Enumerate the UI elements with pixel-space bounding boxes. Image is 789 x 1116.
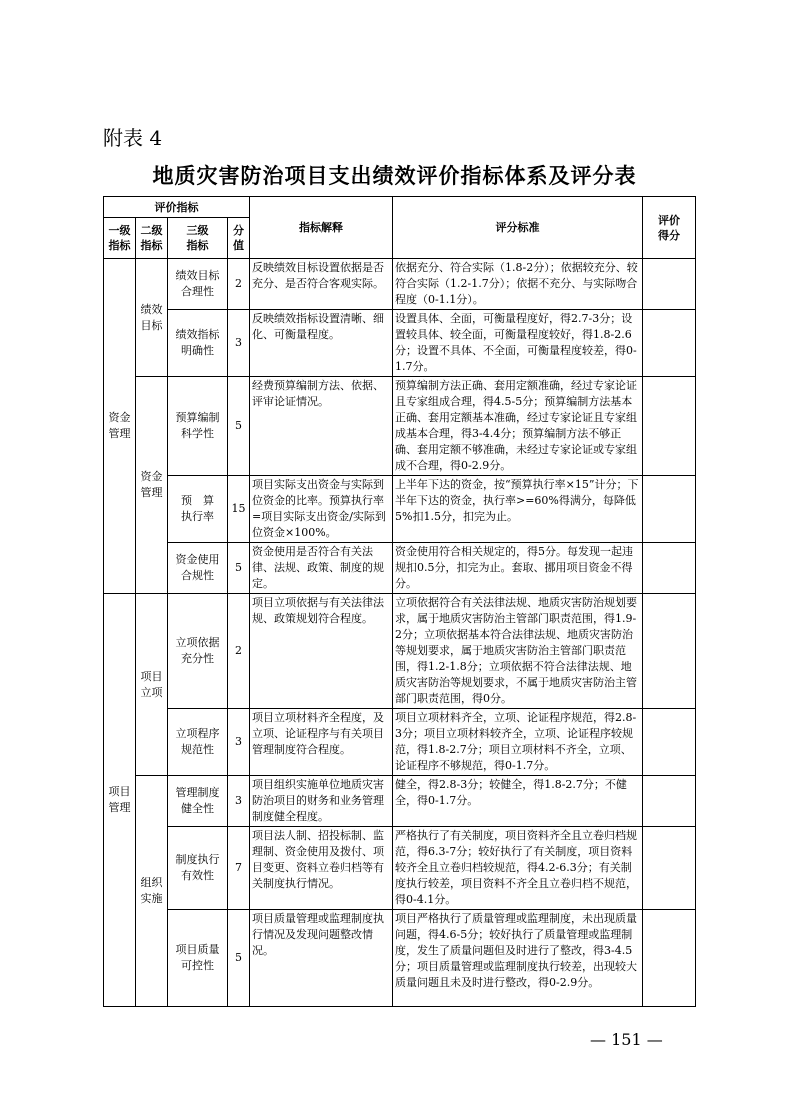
table-row: [104, 594, 696, 709]
eval-score-cell: [643, 594, 696, 709]
table-row: [104, 827, 696, 910]
score-cell: 3: [228, 310, 250, 377]
table-row: [104, 310, 696, 377]
header-row-1: [104, 197, 696, 218]
level3-cell: 资金使用 合规性: [168, 543, 228, 594]
header-eval-score: 评价 得分: [643, 197, 696, 259]
header-criteria: 评分标准: [393, 197, 643, 259]
header-level2: 二级 指标: [136, 218, 168, 259]
table-row: [104, 476, 696, 543]
header-explanation: 指标解释: [250, 197, 393, 259]
header-level1: 一级 指标: [104, 218, 136, 259]
table-row: [104, 259, 696, 310]
criteria-cell: 项目立项材料齐全，立项、论证程序规范，得2.8-3分；项目立项材料较齐全，立项、论证程序较规范，得1.8-2.7分；项目立项材料不齐全，立项、论证程序不够规范，得0-1.7分。: [393, 709, 643, 776]
level3-cell: 制度执行 有效性: [168, 827, 228, 910]
score-cell: 3: [228, 709, 250, 776]
eval-score-cell: [643, 310, 696, 377]
header-score-value: 分 值: [228, 218, 250, 259]
header-level3: 三级 指标: [168, 218, 228, 259]
table-row: [104, 776, 696, 827]
table-row: [104, 910, 696, 1007]
score-cell: 7: [228, 827, 250, 910]
level3-cell: 项目质量 可控性: [168, 910, 228, 1007]
level3-cell: 立项程序 规范性: [168, 709, 228, 776]
level1-cell: 资金 管理: [104, 259, 136, 594]
evaluation-table: [103, 196, 696, 1007]
header-eval-indicators: 评价指标: [104, 197, 250, 218]
level3-cell: 绩效指标 明确性: [168, 310, 228, 377]
criteria-cell: 立项依据符合有关法律法规、地质灾害防治规划要求，属于地质灾害防治主管部门职责范围，得1.9-2分；立项依据基本符合法律法规、地质灾害防治等规划要求，属于地质灾害防治主管部门职责范围，得1.2-1.8分；立项依据不符合法律法规、地质灾害防治等规划要求，不属于地质灾害防治主管部门职责范围，得0分。: [393, 594, 643, 709]
eval-score-cell: [643, 709, 696, 776]
criteria-cell: 健全，得2.8-3分；较健全，得1.8-2.7分；不健全，得0-1.7分。: [393, 776, 643, 827]
score-cell: 5: [228, 377, 250, 476]
criteria-cell: 严格执行了有关制度，项目资料齐全且立卷归档规范，得6.3-7分；较好执行了有关制度，项目资料较齐全且立卷归档较规范，得4.2-6.3分；有关制度执行较差，项目资料不齐全且立卷归档不规范，得0-4.1分。: [393, 827, 643, 910]
level3-cell: 立项依据 充分性: [168, 594, 228, 709]
table-row: [104, 543, 696, 594]
table-row: [104, 377, 696, 476]
level2-cell: 组织 实施: [136, 776, 168, 1007]
criteria-cell: 设置具体、全面，可衡量程度好，得2.7-3分；设置较具体、较全面，可衡量程度较好，得1.8-2.6分；设置不具体、不全面，可衡量程度较差，得0-1.7分。: [393, 310, 643, 377]
score-cell: 15: [228, 476, 250, 543]
level3-cell: 管理制度 健全性: [168, 776, 228, 827]
level3-cell: 绩效目标 合理性: [168, 259, 228, 310]
score-cell: 5: [228, 543, 250, 594]
explanation-cell: 项目立项材料齐全程度，及立项、论证程序与有关项目管理制度符合程度。: [250, 709, 393, 776]
criteria-cell: 上半年下达的资金，按“预算执行率×15”计分；下半年下达的资金，执行率>=60%得满分，每降低5%扣1.5分，扣完为止。: [393, 476, 643, 543]
level3-cell: 预算编制 科学性: [168, 377, 228, 476]
level3-cell: 预 算 执行率: [168, 476, 228, 543]
explanation-cell: 项目实际支出资金与实际到位资金的比率。预算执行率=项目实际支出资金/实际到位资金×100%。: [250, 476, 393, 543]
level2-cell: 绩效 目标: [136, 259, 168, 377]
explanation-cell: 项目立项依据与有关法律法规、政策规划符合程度。: [250, 594, 393, 709]
eval-score-cell: [643, 827, 696, 910]
score-cell: 2: [228, 259, 250, 310]
level2-cell: 项目 立项: [136, 594, 168, 776]
explanation-cell: 反映绩效指标设置清晰、细化、可衡量程度。: [250, 310, 393, 377]
criteria-cell: 预算编制方法正确、套用定额准确，经过专家论证且专家组成合理，得4.5-5分；预算编制方法基本正确、套用定额基本准确，经过专家论证且专家组成基本合理，得3-4.4分；预算编制方法不够正确、套用定额不够准确，未经过专家论证或专家组成不合理，得0-2.9分。: [393, 377, 643, 476]
page-number: — 151 —: [590, 1030, 663, 1049]
explanation-cell: 项目组织实施单位地质灾害防治项目的财务和业务管理制度健全程度。: [250, 776, 393, 827]
level2-cell: 资金 管理: [136, 377, 168, 594]
score-cell: 3: [228, 776, 250, 827]
criteria-cell: 依据充分、符合实际（1.8-2分）；依据较充分、较符合实际（1.2-1.7分）；依据不充分、与实际吻合程度（0-1.1分）。: [393, 259, 643, 310]
score-cell: 5: [228, 910, 250, 1007]
table-row: [104, 709, 696, 776]
explanation-cell: 经费预算编制方法、依据、评审论证情况。: [250, 377, 393, 476]
criteria-cell: 资金使用符合相关规定的，得5分。每发现一起违规扣0.5分，扣完为止。套取、挪用项目资金不得分。: [393, 543, 643, 594]
page-title: 地质灾害防治项目支出绩效评价指标体系及评分表: [152, 163, 637, 188]
score-cell: 2: [228, 594, 250, 709]
appendix-label: 附表 4: [103, 126, 163, 150]
eval-score-cell: [643, 543, 696, 594]
explanation-cell: 资金使用是否符合有关法律、法规、政策、制度的规定。: [250, 543, 393, 594]
explanation-cell: 反映绩效目标设置依据是否充分、是否符合客观实际。: [250, 259, 393, 310]
eval-score-cell: [643, 776, 696, 827]
eval-score-cell: [643, 377, 696, 476]
eval-score-cell: [643, 910, 696, 1007]
explanation-cell: 项目法人制、招投标制、监理制、资金使用及拨付、项目变更、资料立卷归档等有关制度执行情况。: [250, 827, 393, 910]
eval-score-cell: [643, 259, 696, 310]
level1-cell: 项目 管理: [104, 594, 136, 1007]
eval-score-cell: [643, 476, 696, 543]
explanation-cell: 项目质量管理或监理制度执行情况及发现问题整改情况。: [250, 910, 393, 1007]
criteria-cell: 项目严格执行了质量管理或监理制度，未出现质量问题，得4.6-5分；较好执行了质量管理或监理制度，发生了质量问题但及时进行了整改，得3-4.5分；项目质量管理或监理制度执行较差，出现较大质量问题且未及时进行整改，得0-2.9分。: [393, 910, 643, 1007]
